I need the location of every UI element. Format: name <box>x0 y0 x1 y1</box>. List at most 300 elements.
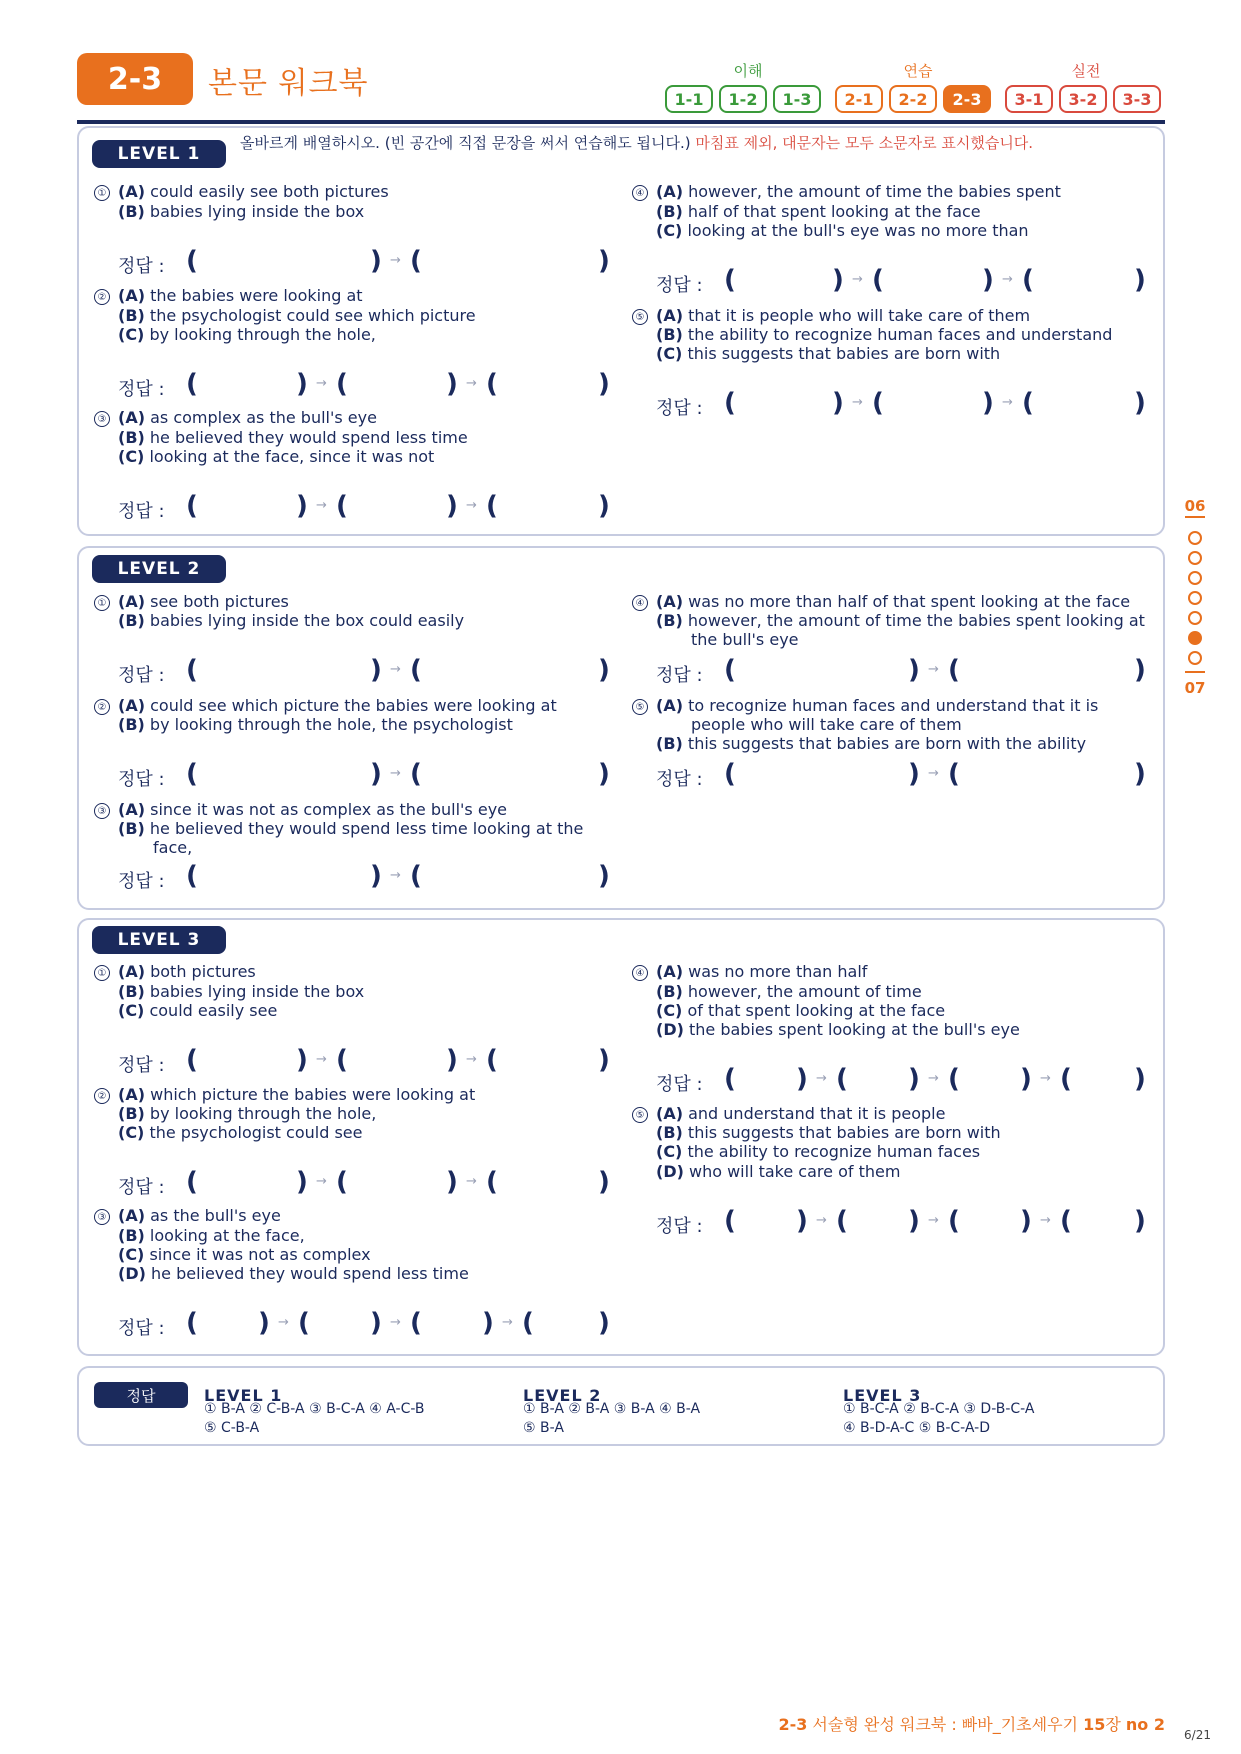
option-line <box>118 1104 376 1124</box>
option-text: babies lying inside the box could easily <box>144 611 465 630</box>
option-line <box>118 819 618 857</box>
option-letter: (C) <box>656 1001 683 1020</box>
instruction-note: 마침표 제외, 대문자는 모두 소문자로 표시했습니다. <box>690 134 1034 152</box>
option-text: this suggests that babies are born with <box>682 1123 1001 1142</box>
answer-key-level-2-line2: ⑤ B-A <box>523 1420 564 1436</box>
option-letter: (A) <box>118 592 146 611</box>
nav-pill-3-3[interactable]: 3-3 <box>1113 85 1161 113</box>
option-text: who will take care of them <box>683 1162 901 1181</box>
answer-blank-open: ( <box>410 655 422 685</box>
item-number: ② <box>94 699 110 715</box>
answer-blank-open: ( <box>948 655 960 685</box>
option-letter: (B) <box>656 1123 683 1142</box>
level-1-label: LEVEL 1 <box>92 140 226 168</box>
option-letter: (B) <box>656 325 683 344</box>
answer-blank-open: ( <box>336 491 348 521</box>
option-letter: (A) <box>656 1104 684 1123</box>
nav-pill-3-1[interactable]: 3-1 <box>1005 85 1053 113</box>
answer-blank-open: ( <box>186 491 198 521</box>
option-line <box>656 1142 980 1162</box>
answer-blank-close: ) <box>1134 1206 1146 1236</box>
answer-label: 정답 : <box>118 1177 165 1198</box>
option-line <box>118 696 557 716</box>
option-text: as complex as the bull's eye <box>145 408 377 427</box>
option-line <box>118 1264 469 1284</box>
answer-label: 정답 : <box>118 871 165 892</box>
side-progress-dot <box>1188 531 1202 545</box>
nav-group-understanding: 이해 <box>733 62 763 80</box>
answer-blank-close: ) <box>1020 1206 1032 1236</box>
side-progress-dot <box>1188 651 1202 665</box>
answer-blank-open: ( <box>410 1308 422 1338</box>
option-letter: (C) <box>118 325 145 344</box>
answer-blank-close: ) <box>1134 655 1146 685</box>
answer-label: 정답 : <box>656 398 703 419</box>
option-line <box>656 344 1000 364</box>
option-letter: (A) <box>118 286 146 305</box>
answer-blank-close: ) <box>598 759 610 789</box>
item-number: ① <box>94 965 110 981</box>
footer-code: 2-3 <box>778 1715 808 1734</box>
nav-pill-2-2[interactable]: 2-2 <box>889 85 937 113</box>
answer-blank-open: ( <box>410 759 422 789</box>
answer-blank-close: ) <box>908 1206 920 1236</box>
option-line <box>118 447 434 467</box>
answer-blank-close: ) <box>1020 1064 1032 1094</box>
option-letter: (A) <box>656 306 684 325</box>
option-text: he believed they would spend less time <box>145 1264 469 1283</box>
answer-blank-open: ( <box>948 759 960 789</box>
answer-key-level-3-line2: ④ B-D-A-C ⑤ B-C-A-D <box>843 1420 991 1436</box>
nav-pill-1-3[interactable]: 1-3 <box>773 85 821 113</box>
arrow-icon: → <box>466 1174 477 1189</box>
arrow-icon: → <box>316 498 327 513</box>
answer-blank-open: ( <box>486 1167 498 1197</box>
answer-blank-open: ( <box>186 1308 198 1338</box>
answer-blank-open: ( <box>522 1308 534 1338</box>
option-line <box>118 962 256 982</box>
option-line <box>118 715 513 735</box>
option-letter: (C) <box>656 1142 683 1161</box>
header-divider <box>77 120 1165 124</box>
option-line <box>656 1001 945 1021</box>
item-number: ② <box>94 289 110 305</box>
answer-blank-open: ( <box>486 1045 498 1075</box>
option-letter: (A) <box>656 592 684 611</box>
answer-label: 정답 : <box>118 1055 165 1076</box>
answer-blank-open: ( <box>486 369 498 399</box>
answer-blank-close: ) <box>832 265 844 295</box>
answer-blank-close: ) <box>370 246 382 276</box>
answer-blank-open: ( <box>724 265 736 295</box>
arrow-icon: → <box>466 1052 477 1067</box>
option-line <box>118 1001 277 1021</box>
option-letter: (B) <box>118 982 145 1001</box>
page-title: 본문 워크북 <box>208 66 369 101</box>
option-letter: (B) <box>118 1226 145 1245</box>
answer-blank-close: ) <box>296 369 308 399</box>
option-text: which picture the babies were looking at <box>145 1085 476 1104</box>
option-line <box>118 428 468 448</box>
answer-blank-close: ) <box>982 265 994 295</box>
option-letter: (B) <box>656 202 683 221</box>
option-line <box>656 202 981 222</box>
option-line <box>118 408 377 428</box>
option-letter: (B) <box>118 715 145 734</box>
option-letter: (D) <box>656 1162 684 1181</box>
option-letter: (D) <box>118 1264 146 1283</box>
option-text: of that spent looking at the face <box>682 1001 946 1020</box>
instruction-main: 올바르게 배열하시오. (빈 공간에 직접 문장을 써서 연습해도 됩니다.) <box>240 134 691 152</box>
arrow-icon: → <box>390 868 401 883</box>
option-line <box>656 1123 1001 1143</box>
option-text: he believed they would spend less time looking at the face, <box>144 819 584 857</box>
option-letter: (C) <box>118 1245 145 1264</box>
side-progress-end: 07 <box>1184 679 1206 697</box>
answer-blank-open: ( <box>186 861 198 891</box>
answer-key-tag: 정답 <box>94 1382 188 1408</box>
arrow-icon: → <box>390 662 401 677</box>
item-number: ④ <box>632 595 648 611</box>
answer-blank-open: ( <box>410 861 422 891</box>
answer-label: 정답 : <box>656 665 703 686</box>
side-progress-dot <box>1188 591 1202 605</box>
item-number: ① <box>94 595 110 611</box>
option-text: since it was not as complex <box>144 1245 371 1264</box>
option-text: by looking through the hole, the psychologist <box>144 715 513 734</box>
footer-chapter: 15 <box>1083 1715 1106 1734</box>
answer-blank-close: ) <box>908 1064 920 1094</box>
option-line <box>656 962 867 982</box>
answer-label: 정답 : <box>656 1074 703 1095</box>
answer-blank-close: ) <box>796 1064 808 1094</box>
answer-blank-close: ) <box>796 1206 808 1236</box>
arrow-icon: → <box>852 272 863 287</box>
answer-blank-close: ) <box>598 491 610 521</box>
answer-blank-open: ( <box>1060 1064 1072 1094</box>
option-line <box>656 1104 945 1124</box>
arrow-icon: → <box>316 1174 327 1189</box>
answer-key-level-3-head: LEVEL 3 <box>843 1386 922 1405</box>
arrow-icon: → <box>390 1315 401 1330</box>
option-letter: (B) <box>118 428 145 447</box>
item-number: ③ <box>94 1209 110 1225</box>
option-letter: (A) <box>118 800 146 819</box>
option-text: he believed they would spend less time <box>144 428 468 447</box>
answer-blank-close: ) <box>258 1308 270 1338</box>
side-progress-line-top <box>1185 516 1205 518</box>
answer-label: 정답 : <box>118 769 165 790</box>
option-letter: (A) <box>656 696 684 715</box>
answer-blank-open: ( <box>410 246 422 276</box>
side-progress-dot-current <box>1188 631 1202 645</box>
option-letter: (B) <box>118 306 145 325</box>
answer-key-level-2-line1: ① B-A ② B-A ③ B-A ④ B-A <box>523 1401 701 1417</box>
option-letter: (A) <box>656 182 684 201</box>
answer-key-level-2-head: LEVEL 2 <box>523 1386 602 1405</box>
item-number: ⑤ <box>632 1107 648 1123</box>
option-text: was no more than half <box>683 962 868 981</box>
option-text: looking at the bull's eye was no more than <box>682 221 1029 240</box>
option-text: the ability to recognize human faces and understand <box>682 325 1113 344</box>
item-number: ⑤ <box>632 309 648 325</box>
answer-blank-close: ) <box>598 246 610 276</box>
option-text: the ability to recognize human faces <box>682 1142 981 1161</box>
item-number: ④ <box>632 965 648 981</box>
nav-pill-1-2[interactable]: 1-2 <box>719 85 767 113</box>
arrow-icon: → <box>390 766 401 781</box>
answer-blank-close: ) <box>598 369 610 399</box>
arrow-icon: → <box>278 1315 289 1330</box>
answer-blank-close: ) <box>370 1308 382 1338</box>
option-line <box>656 325 1112 345</box>
option-line <box>118 982 364 1002</box>
option-letter: (A) <box>118 182 146 201</box>
answer-blank-close: ) <box>370 759 382 789</box>
answer-label: 정답 : <box>656 275 703 296</box>
arrow-icon: → <box>852 395 863 410</box>
arrow-icon: → <box>928 1213 939 1228</box>
option-letter: (B) <box>118 1104 145 1123</box>
answer-blank-close: ) <box>908 655 920 685</box>
option-line <box>656 611 1156 649</box>
option-letter: (B) <box>656 734 683 753</box>
instruction-text <box>240 134 1140 153</box>
option-text: babies lying inside the box <box>144 982 365 1001</box>
option-line <box>118 1226 305 1246</box>
answer-blank-close: ) <box>1134 388 1146 418</box>
option-line <box>656 982 922 1002</box>
arrow-icon: → <box>928 662 939 677</box>
footer-text: 서술형 완성 워크북 : 빠바_기초세우기 <box>807 1715 1084 1734</box>
footer-number: no 2 <box>1125 1715 1165 1734</box>
page-number: 6/21 <box>1184 1728 1211 1742</box>
option-line <box>656 306 1030 326</box>
answer-blank-open: ( <box>872 265 884 295</box>
option-text: this suggests that babies are born with <box>682 344 1001 363</box>
answer-blank-close: ) <box>598 655 610 685</box>
answer-blank-close: ) <box>1134 265 1146 295</box>
answer-key-level-1-head: LEVEL 1 <box>204 1386 283 1405</box>
option-text: looking at the face, <box>144 1226 305 1245</box>
option-text: looking at the face, since it was not <box>144 447 435 466</box>
option-text: babies lying inside the box <box>144 202 365 221</box>
option-line <box>118 592 289 612</box>
item-number: ④ <box>632 185 648 201</box>
option-letter: (A) <box>118 408 146 427</box>
answer-blank-close: ) <box>446 1045 458 1075</box>
option-line <box>118 325 376 345</box>
option-letter: (D) <box>656 1020 684 1039</box>
option-line <box>656 734 1086 754</box>
answer-blank-open: ( <box>836 1064 848 1094</box>
option-letter: (C) <box>118 1001 145 1020</box>
nav-pill-1-1[interactable]: 1-1 <box>665 85 713 113</box>
item-number: ① <box>94 185 110 201</box>
arrow-icon: → <box>1002 395 1013 410</box>
answer-blank-close: ) <box>1134 1064 1146 1094</box>
option-text: to recognize human faces and understand that it is people who will take care of them <box>683 696 1099 734</box>
option-text: however, the amount of time the babies spent <box>683 182 1061 201</box>
option-text: see both pictures <box>145 592 289 611</box>
answer-blank-open: ( <box>724 388 736 418</box>
side-progress-dot <box>1188 571 1202 585</box>
answer-blank-open: ( <box>186 1167 198 1197</box>
answer-blank-open: ( <box>336 1045 348 1075</box>
item-number: ③ <box>94 803 110 819</box>
answer-blank-open: ( <box>336 1167 348 1197</box>
answer-key-level-1-line2: ⑤ C-B-A <box>204 1420 260 1436</box>
option-line <box>118 1245 371 1265</box>
arrow-icon: → <box>928 766 939 781</box>
arrow-icon: → <box>928 1071 939 1086</box>
answer-blank-open: ( <box>948 1064 960 1094</box>
answer-blank-close: ) <box>446 1167 458 1197</box>
answer-blank-close: ) <box>446 369 458 399</box>
item-number: ③ <box>94 411 110 427</box>
option-line <box>118 286 363 306</box>
arrow-icon: → <box>390 253 401 268</box>
option-letter: (B) <box>118 611 145 630</box>
answer-blank-close: ) <box>598 1308 610 1338</box>
option-text: however, the amount of time <box>682 982 922 1001</box>
answer-blank-open: ( <box>724 655 736 685</box>
side-progress-dot <box>1188 611 1202 625</box>
nav-pill-2-1[interactable]: 2-1 <box>835 85 883 113</box>
option-line <box>118 1206 281 1226</box>
option-letter: (C) <box>656 221 683 240</box>
option-line <box>118 182 389 202</box>
option-text: could easily see <box>144 1001 278 1020</box>
option-line <box>118 800 507 820</box>
option-line <box>656 182 1061 202</box>
option-line <box>656 1162 900 1182</box>
answer-blank-close: ) <box>446 491 458 521</box>
nav-group-practice: 연습 <box>903 62 933 80</box>
arrow-icon: → <box>466 376 477 391</box>
answer-blank-open: ( <box>872 388 884 418</box>
option-letter: (A) <box>118 1085 146 1104</box>
answer-blank-close: ) <box>832 388 844 418</box>
answer-blank-close: ) <box>296 1167 308 1197</box>
option-line <box>118 1123 362 1143</box>
nav-group-real: 실전 <box>1071 62 1101 80</box>
option-text: this suggests that babies are born with the ability <box>682 734 1087 753</box>
arrow-icon: → <box>316 376 327 391</box>
arrow-icon: → <box>466 498 477 513</box>
option-line <box>118 1085 475 1105</box>
answer-blank-open: ( <box>186 759 198 789</box>
answer-blank-close: ) <box>296 1045 308 1075</box>
arrow-icon: → <box>1040 1071 1051 1086</box>
answer-blank-open: ( <box>1022 265 1034 295</box>
option-text: half of that spent looking at the face <box>682 202 981 221</box>
level-2-label: LEVEL 2 <box>92 555 226 583</box>
option-line <box>118 202 364 222</box>
answer-blank-close: ) <box>982 388 994 418</box>
level-3-label: LEVEL 3 <box>92 926 226 954</box>
item-number: ⑤ <box>632 699 648 715</box>
option-text: the babies were looking at <box>145 286 363 305</box>
answer-blank-open: ( <box>486 491 498 521</box>
option-text: was no more than half of that spent looking at the face <box>683 592 1131 611</box>
answer-blank-open: ( <box>1060 1206 1072 1236</box>
option-line <box>656 221 1029 241</box>
answer-blank-close: ) <box>598 861 610 891</box>
side-progress-dot <box>1188 551 1202 565</box>
answer-blank-close: ) <box>482 1308 494 1338</box>
option-line <box>656 592 1130 612</box>
answer-blank-close: ) <box>370 861 382 891</box>
option-letter: (B) <box>118 202 145 221</box>
option-text: by looking through the hole, <box>144 325 376 344</box>
answer-key-level-1-line1: ① B-A ② C-B-A ③ B-C-A ④ A-C-B <box>204 1401 425 1417</box>
answer-blank-open: ( <box>724 759 736 789</box>
option-letter: (C) <box>656 344 683 363</box>
option-text: could easily see both pictures <box>145 182 389 201</box>
option-letter: (C) <box>118 1123 145 1142</box>
answer-blank-close: ) <box>598 1045 610 1075</box>
answer-blank-open: ( <box>948 1206 960 1236</box>
option-letter: (A) <box>118 962 146 981</box>
answer-key-level-3-line1: ① B-C-A ② B-C-A ③ D-B-C-A <box>843 1401 1035 1417</box>
footer-caption <box>778 1712 1165 1735</box>
option-line <box>118 306 476 326</box>
answer-label: 정답 : <box>118 665 165 686</box>
answer-blank-open: ( <box>298 1308 310 1338</box>
option-text: as the bull's eye <box>145 1206 281 1225</box>
item-number: ② <box>94 1088 110 1104</box>
option-letter: (A) <box>118 696 146 715</box>
answer-blank-open: ( <box>836 1206 848 1236</box>
option-text: since it was not as complex as the bull's eye <box>145 800 508 819</box>
option-letter: (A) <box>118 1206 146 1225</box>
nav-pill-3-2[interactable]: 3-2 <box>1059 85 1107 113</box>
option-text: by looking through the hole, <box>144 1104 377 1123</box>
option-text: both pictures <box>145 962 256 981</box>
option-letter: (B) <box>656 982 683 1001</box>
answer-blank-open: ( <box>186 655 198 685</box>
answer-label: 정답 : <box>656 1216 703 1237</box>
arrow-icon: → <box>316 1052 327 1067</box>
answer-label: 정답 : <box>118 1318 165 1339</box>
option-letter: (B) <box>118 819 145 838</box>
arrow-icon: → <box>816 1213 827 1228</box>
option-text: and understand that it is people <box>683 1104 946 1123</box>
answer-blank-close: ) <box>370 655 382 685</box>
answer-blank-close: ) <box>908 759 920 789</box>
arrow-icon: → <box>502 1315 513 1330</box>
side-progress-start: 06 <box>1184 497 1206 515</box>
arrow-icon: → <box>1002 272 1013 287</box>
option-line <box>656 696 1156 734</box>
option-text: however, the amount of time the babies spent looking at the bull's eye <box>682 611 1145 649</box>
side-progress-line-bottom <box>1185 671 1205 673</box>
option-text: the psychologist could see which picture <box>144 306 476 325</box>
answer-label: 정답 : <box>118 256 165 277</box>
answer-blank-open: ( <box>336 369 348 399</box>
option-text: the babies spent looking at the bull's eye <box>683 1020 1020 1039</box>
answer-blank-close: ) <box>1134 759 1146 789</box>
answer-blank-close: ) <box>296 491 308 521</box>
option-letter: (B) <box>656 611 683 630</box>
answer-blank-open: ( <box>186 246 198 276</box>
answer-blank-close: ) <box>598 1167 610 1197</box>
option-letter: (A) <box>656 962 684 981</box>
nav-pill-2-3[interactable]: 2-3 <box>943 85 991 113</box>
answer-blank-open: ( <box>186 369 198 399</box>
answer-label: 정답 : <box>656 769 703 790</box>
